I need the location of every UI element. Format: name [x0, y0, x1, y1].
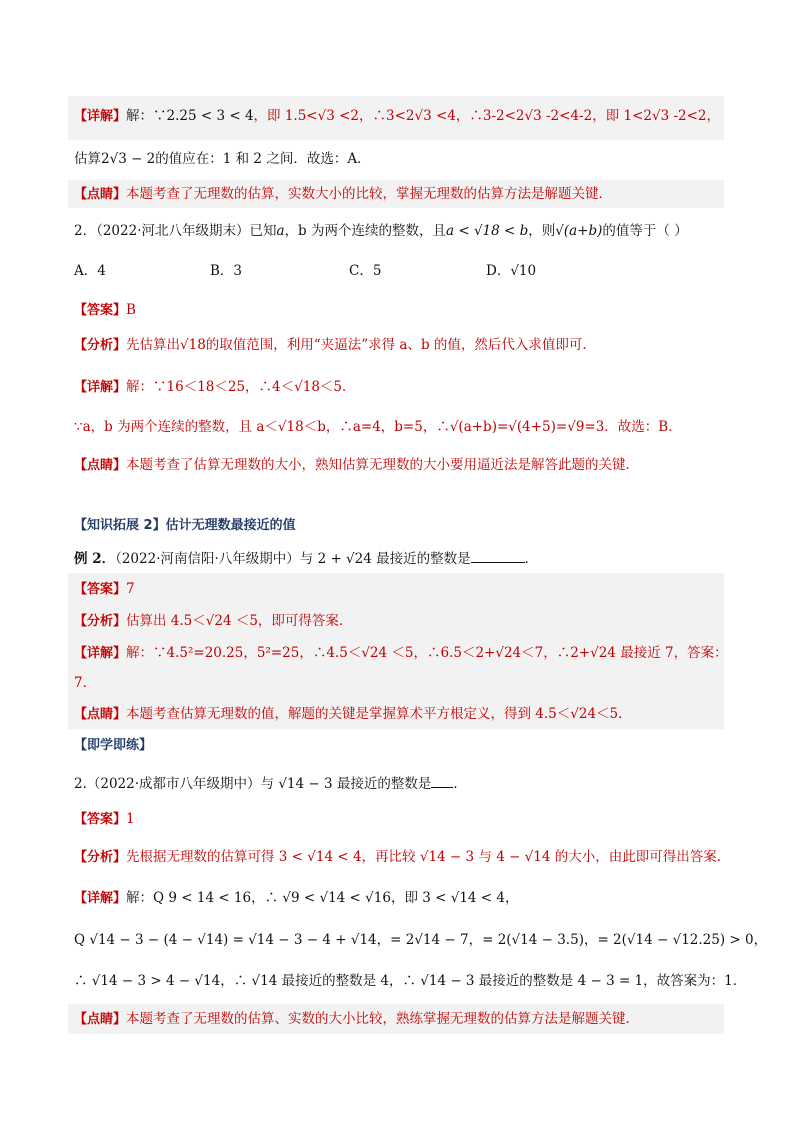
practice-answer [74, 810, 135, 829]
practice-detail-2 [74, 931, 767, 949]
detail-tag: 【详解】 [74, 891, 127, 906]
comment-text: 本题考查了无理数的估算、实数的大小比较，熟练掌握无理数的估算方法是解题关键． [126, 1011, 640, 1027]
practice-comment [74, 1010, 639, 1029]
detail-tag: 【详解】 [74, 109, 127, 124]
ext-answer [74, 580, 135, 599]
comment-text: 本题考查了无理数的估算，实数大小的比较，掌握无理数的估算方法是解题关键． [126, 186, 613, 202]
q2-stem-a: a [276, 223, 285, 239]
comment-tag: 【点睛】 [74, 707, 127, 722]
practice-title-text: 【即学即练】 [74, 738, 153, 753]
detail-red-text: ，即 1.5<√3 <2，∴3<2√3 <4，∴3-2<2√3 -2<4-2，即 1<2√3 -2<2， [253, 108, 721, 124]
analysis-tag: 【分析】 [74, 614, 127, 629]
option-b[interactable]: B．3 [210, 263, 243, 279]
comment-tag: 【点睛】 [74, 187, 127, 202]
option-a[interactable]: A．4 [74, 263, 106, 279]
practice-analysis [74, 848, 730, 867]
detail-text: Q √14 − 3 − (4 − √14) = √14 − 3 − 4 + √14，= 2√14 − 7，= 2(√14 − 3.5)，= 2(√14 − √12.25) > 0， [74, 932, 768, 948]
answer-value: 7 [126, 581, 135, 597]
detail-text: 解：∵4.5²=20.25，5²=25，∴4.5＜√24 ＜5，∴6.5＜2+√24＜7，∴2+√24 最接近 7，答案： [126, 645, 728, 661]
ext-detail-2 [74, 674, 96, 692]
q2-detail-1 [74, 378, 356, 397]
answer-blank[interactable] [431, 775, 453, 788]
ext-detail-1 [74, 644, 728, 663]
practice-stem-end: ． [453, 776, 467, 792]
comment-tag: 【点睛】 [74, 458, 127, 473]
detail-text: 解：Q 9 < 14 < 16，∴ √9 < √14 < √16，即 3 < √14 < 4， [126, 890, 519, 906]
detail-math: 2.25 < 3 < 4 [166, 108, 254, 124]
q2-stem-expr: √(a+b) [555, 223, 603, 239]
detail-tag: 【详解】 [74, 380, 127, 395]
q2-stem-then: ，则 [528, 223, 556, 239]
detail-tag: 【详解】 [74, 646, 127, 661]
q2-stem [74, 222, 688, 240]
option-c[interactable]: C．5 [349, 263, 382, 279]
q2-stem-ineq: a < √18 < b [446, 223, 529, 239]
ext-comment [74, 705, 632, 724]
prev-estimate-line [74, 150, 371, 168]
ext-title [74, 517, 296, 535]
prev-comment-line [74, 185, 612, 204]
ex-text: （2022·河南信阳·八年级期中）与 2 + √24 最接近的整数是 [115, 551, 471, 567]
practice-detail-3 [74, 972, 746, 990]
comment-tag: 【点睛】 [74, 1012, 127, 1027]
ext-title-text: 【知识拓展 2】估计无理数最接近的值 [74, 518, 296, 533]
analysis-text: 先根据无理数的估算可得 3 < √14 < 4，再比较 √14 − 3 与 4 − √14 的大小，由此即可得出答案． [126, 849, 731, 865]
estimate-post: 的值应在：1 和 2 之间．故选：A． [155, 151, 371, 167]
practice-question [74, 775, 467, 793]
q2-stem-mid: ，b 为两个连续的整数，且 [284, 223, 446, 239]
q2-stem-pre: 2．（2022·河北八年级期末）已知 [74, 223, 277, 239]
option-d[interactable]: D．√10 [486, 263, 537, 279]
detail-text: 解：∵16＜18＜25，∴4＜√18＜5． [126, 379, 356, 395]
comment-text: 本题考查了估算无理数的大小，熟知估算无理数的大小要用逼近法是解答此题的关键． [126, 457, 640, 473]
q2-options [74, 262, 574, 282]
comment-text: 本题考查估算无理数的值，解题的关键是掌握算术平方根定义，得到 4.5＜√24＜5． [126, 706, 632, 722]
estimate-pre: 估算 [74, 151, 101, 167]
ext-question [74, 550, 538, 568]
practice-title [74, 737, 152, 755]
detail-pre: 解：∵ [126, 108, 167, 124]
answer-value: 1 [126, 811, 135, 827]
detail-text: ∴ √14 − 3 > 4 − √14，∴ √14 最接近的整数是 4，∴ √14 − 3 最接近的整数是 4 − 3 = 1，故答案为：1． [74, 973, 747, 989]
practice-detail-1 [74, 889, 518, 908]
q2-comment [74, 456, 639, 475]
answer-tag: 【答案】 [74, 582, 127, 597]
detail-text: 7． [74, 675, 97, 691]
q2-analysis [74, 336, 596, 355]
estimate-math: 2√3 − 2 [101, 151, 156, 167]
answer-value: B [126, 302, 136, 318]
ext-analysis [74, 612, 352, 631]
q2-answer [74, 301, 136, 320]
prev-detail-line [74, 107, 720, 126]
ex-label: 例 2． [74, 551, 116, 567]
ex-end: ． [524, 551, 539, 567]
analysis-text: 估算出 4.5＜√24 ＜5，即可得答案． [126, 613, 353, 629]
practice-stem: 2.（2022·成都市八年级期中）与 √14 − 3 最接近的整数是 [74, 776, 432, 792]
analysis-tag: 【分析】 [74, 850, 127, 865]
answer-tag: 【答案】 [74, 303, 127, 318]
answer-blank[interactable] [471, 550, 525, 563]
q2-detail-2 [74, 418, 682, 436]
analysis-text: 先估算出√18的取值范围，利用“夹逼法”求得 a、b 的值，然后代入求值即可． [126, 337, 596, 353]
analysis-tag: 【分析】 [74, 338, 127, 353]
q2-stem-post: 的值等于（ ） [602, 223, 688, 239]
detail-text: ∵a，b 为两个连续的整数，且 a＜√18＜b，∴a=4，b=5，∴√(a+b)=√(4+5)=√9=3．故选：B． [74, 419, 682, 435]
answer-tag: 【答案】 [74, 812, 127, 827]
